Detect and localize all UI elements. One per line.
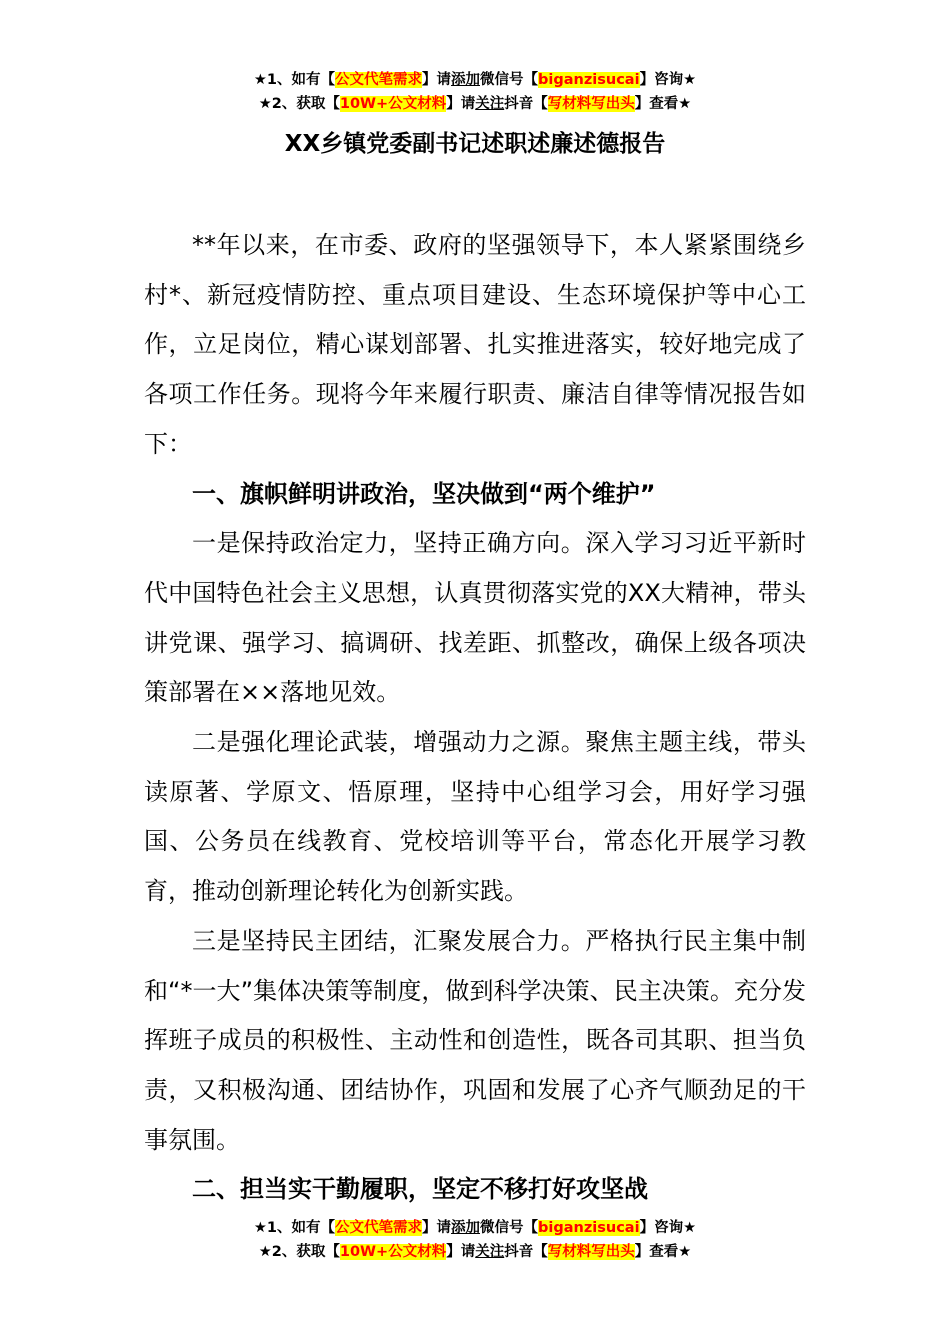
promo-highlight-wechat-id: biganzisucai: [538, 1220, 640, 1236]
document-body: [144, 221, 806, 1215]
promo-highlight-wechat-id: biganzisucai: [538, 72, 640, 88]
section-2-heading: 二、担当实干勤履职，坚定不移打好攻坚战: [192, 1175, 648, 1204]
section-1-paragraph: 三是坚持民主团结，汇聚发展合力。严格执行民主集中制和“*一大”集体决策等制度，做到科学决策、民主决策。充分发挥班子成员的积极性、主动性和创造性，既各司其职、担当负责，又积极沟通、团结协作，巩固和发展了心齐气顺劲足的干事氛围。: [144, 926, 806, 1154]
promo-banner-top: [0, 68, 950, 116]
promo-banner-bottom: [0, 1216, 950, 1264]
promo-line-2: ★2、获取【10W+公文材料】请关注抖音【写材料写出头】查看★: [258, 1244, 692, 1260]
promo-highlight-douyin: 写材料写出头: [547, 96, 635, 112]
document-title: XX乡镇党委副书记述职述廉述德报告: [284, 131, 666, 157]
promo-highlight-douyin: 写材料写出头: [547, 1244, 635, 1260]
promo-line-1: ★1、如有【公文代笔需求】请添加微信号【biganzisucai】咨询★: [253, 1220, 697, 1236]
promo-line-2: ★2、获取【10W+公文材料】请关注抖音【写材料写出头】查看★: [258, 96, 692, 112]
promo-highlight-service: 公文代笔需求: [335, 1220, 423, 1236]
promo-highlight-service: 公文代笔需求: [335, 72, 423, 88]
promo-highlight-materials: 10W+公文材料: [339, 1244, 447, 1260]
section-1-paragraph: 二是强化理论武装，增强动力之源。聚焦主题主线，带头读原著、学原文、悟原理，坚持中心组学习会，用好学习强国、公务员在线教育、党校培训等平台，常态化开展学习教育，推动创新理论转化为创新实践。: [144, 728, 806, 906]
promo-line-1: ★1、如有【公文代笔需求】请添加微信号【biganzisucai】咨询★: [253, 72, 697, 88]
section-1-heading: 一、旗帜鲜明讲政治，坚决做到“两个维护”: [192, 479, 656, 508]
intro-paragraph: **年以来，在市委、政府的坚强领导下，本人紧紧围绕乡村*、新冠疫情防控、重点项目建设、生态环境保护等中心工作，立足岗位，精心谋划部署、扎实推进落实，较好地完成了各项工作任务。现将今年来履行职责、廉洁自律等情况报告如下：: [144, 231, 806, 458]
section-1-paragraph: 一是保持政治定力，坚持正确方向。深入学习习近平新时代中国特色社会主义思想，认真贯彻落实党的XX大精神，带头讲党课、强学习、搞调研、找差距、抓整改，确保上级各项决策部署在××落地见效。: [144, 529, 806, 707]
promo-highlight-materials: 10W+公文材料: [339, 96, 447, 112]
